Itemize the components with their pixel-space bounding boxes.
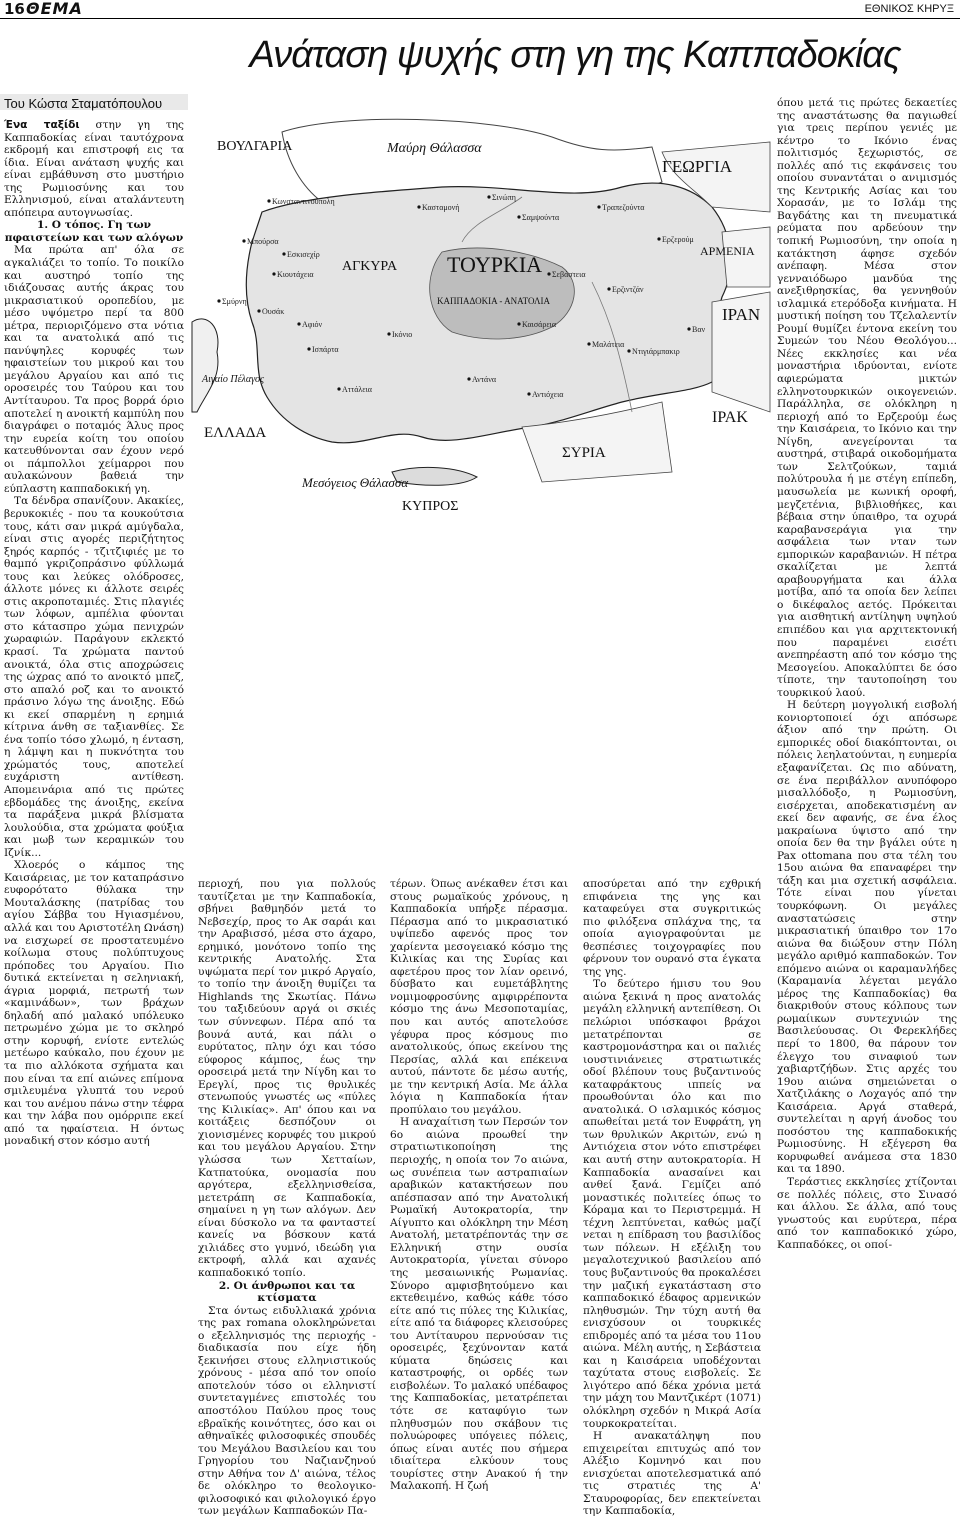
map-label-georgia: ΓΕΩΡΓΙΑ [662, 157, 733, 176]
map-city-label: Μαλάτεια [592, 340, 625, 349]
map-label-region: ΚΑΠΠΑΔΟΚΙΑ - ΑΝΑΤΟΛΙΑ [437, 296, 551, 306]
map-city-label: Κιουτάχεια [277, 270, 314, 279]
map-city-label: Αντιόχεια [532, 390, 564, 399]
map-label-armenia: ΑΡΜΕΝΙΑ [700, 244, 755, 258]
map-city-label: Αφιόν [302, 320, 323, 329]
map-city-dot [607, 287, 610, 290]
map-city-dot [337, 387, 340, 390]
map-city-label: Βαν [692, 325, 706, 334]
map-city-label: Κωνσταντινούπολη [272, 197, 335, 206]
map-city-dot [657, 237, 660, 240]
map-label-iran: ΙΡΑΝ [722, 305, 761, 324]
lead-bold: Ένα ταξίδι [4, 119, 80, 131]
paragraph: περιοχή, που για πολλούς ταυτίζεται με την Καππαδοκία, σβήνει βαθμηδόν μετά το Νεβσεχίρ, προς το Ακ σαράι και την Αραβισσό, μέσα στο άχαρο, ερημικό, μονότονο τοπίο της κεντρικής Ανατολής. Στα υψώματα περί τον μικρό Αργαίο, το τοπίο την άνοιξη θυμίζει τα Highlands της Σκωτίας. Πάνω του ταξιδεύουν αργά οι σκιές των σύννεφων. Πέρα από τα βουνά αυτά, και πάλι ο ευρύτατος, πλην όχι και τόσο εύφορος κάμπος, έως την οροσειρά μετά την Νίγδη και το Ερεγλί, προς τις θρυλικές στενωπούς γνωστές ως «πύλες της Κιλικίας». Απ' όπου και να κοιτάξεις δεσπόζουν οι χιονισμένες κορυφές του μικρού και του μεγάλου Αργαίου. Στην γλώσσα των Χετταίων, Κατπατούκα, ονομασία που αργότερα, εξελληνισθείσα, μετετράπη σε Καππαδοκία, σημαίνει η γη των αλόγων. Δεν είναι δύσκολο να τα φανταστεί κανείς να βόσκουν κατά χιλιάδες στο γυμνό, ιδεώδη για εκτροφή, αλλά και αχανές καππαδοκικό τοπίο. [198, 878, 376, 1279]
paragraph: Η ανακατάληψη που επιχειρείται επιτυχώς από τον Αλέξιο Κομνηνό και που ενισχύεται αποτελεσματικά από τις στρατιές της Α' Σταυροφορίας, δεν επεκτείνεται την Καππαδοκία, [583, 1430, 761, 1518]
column-2 [198, 878, 376, 1518]
paragraph: Η αναχαίτιση των Περσών τον 6ο αιώνα προωθεί την στρατιωτικοποίηση της περιοχής, η οποία τον 7ο αιώνα, ως συνέπεια των αστραπιαίων αραβικών κατακτήσεων που απέσπασαν από την Ανατολική Ρωμαϊκή Αυτοκρατορία, την Αίγυπτο και ολόκληρη την Μέση Ανατολή, μετατρέποντάς την σε Ελληνική στην ουσία Αυτοκρατορία, γίνεται σύνορο της μεσαιωνικής Ρωμανίας. Σύνορο αμφισβητούμενο και εκτεθειμένο, καθώς κάθε τόσο είτε από τις πύλες της Κιλικίας, είτε από τα διάφορες κλεισούρες του Αντίταυρου περνούσαν τις οροσειρές, ξεχύνονταν κατά κύματα δηώσεις και καταστροφής, οι ορδές των εισβολέων. Το μαλακό υπέδαφος της Καππαδοκίας, μετατρέπεται τότε σε καταφύγιο των πληθυσμών που σκάβουν τις πολυώροφες υπόγειες πόλεις, όπως είναι αυτές που σήμερα ιδιαίτερα ελκύουν τους τουρίστες στην Ανακού ή την Μαλακοπή. Η ζωή [390, 1116, 568, 1493]
paragraph: όπου μετά τις πρώτες δεκαετίες της αναστάτωσης θα παγιωθεί για τρεις περίπου γενιές με κέντρο το Ικόνιο ένας πολιτισμός ξεχωριστός, σε πολλές από τις εκφάνσεις του οποίου συναντάται ο ανιμισμός της Κεντρικής Ασίας και του Χορασάν, με το Ισλάμ της Βαγδάτης και τη πνευματικά ρεύματα που αρδεύουν την τοπική Ρωμιοσύνη, την οποία η κατάκτηση άφησε σχεδόν ανέπαφη. Μέσα στον γενναιόδωρο μανδύα της ανεξιθρησκίας, θα γεννηθούν ισλαμικά ετερόδοξα κινήματα. Η μυστική ποίηση του Τζελαλεντίν Ρουμί θυμίζει έντονα εκείνη του Συμεών του Νέου Θεολόγου... Νέες εκκλησίες και νέα μοναστήρια ιδρύονται, ενίοτε αφιερώματα μικτών ελληνοτουρκικών οικογενειών. Παράλληλα, σε ολόκληρη η περιοχή από το Ερζερούμ έως την Καισάρεια, το Ικόνιο και την Νίγδη, ανεγείρονται τα αυστηρά, στιβαρά οικοδομήματα των Σελτζούκων, ταμιά πολύτρουλα ή με στέγη επίπεδη, μαυσωλεία με κωνική οροφή, μεγζετένια, βιβλιοθήκες, και βέβαια στην ύπαιθρο, τα οχυρά καραβανσεράγια για την ασφάλεια των νταν των εμπορικών καραβανιών. Η πέτρα σκαλίζεται με λεπτά αραβουργήματα και άλλα μοτίβα, από τα οποία δεν λείπει ο δικέφαλος αετός. Πρόκειται για αισθητική αντίληψη υψηλού επιπέδου και για αρχιτεκτονική που παραμένει εισέτι ανεπηρέαστη από τον κόσμο της Μεσογείου. Αποκαλύπτει δε όσο τίποτε, την ταυτοποίηση του τουρκικού λαού. [777, 97, 957, 699]
author-byline: Του Κώστα Σταματόπουλου [4, 96, 163, 111]
map-city-dot [282, 252, 285, 255]
column-4 [583, 878, 761, 1518]
lead-paragraph [4, 119, 184, 219]
page-number: 16 [4, 0, 25, 18]
map-city-dot [297, 322, 300, 325]
map-city-dot [517, 215, 520, 218]
map-city-dot [257, 309, 260, 312]
map-city-dot [387, 332, 390, 335]
map-city-label: Ισπάρτα [312, 345, 339, 354]
map-label-turkey: ΤΟΥΡΚΙΑ [447, 252, 543, 277]
map-label-black-sea: Μαύρη Θάλασσα [387, 141, 482, 156]
map-city-dot [272, 272, 275, 275]
map-city-label: Καισάρεια [522, 320, 557, 329]
map-city-dot [687, 327, 690, 330]
map-label-syria: ΣΥΡΙΑ [562, 445, 606, 461]
map-city-label: Σινώπη [492, 193, 516, 202]
column-3 [390, 878, 568, 1493]
column-1 [4, 119, 184, 1148]
map-label-greece: ΕΛΛΑΔΑ [204, 425, 267, 441]
map-city-label: Ουσάκ [262, 307, 285, 316]
map-city-dot [267, 199, 270, 202]
paragraph: Η δεύτερη μογγολική εισβολή κονιορτοποιεί όχι απόσωρε άξιον από την πρώτη. Οι εμπορικές οδοί διακόπτονται, οι πόλεις λεηλατούνται, η ευημερία εξαφανίζεται. Ως πιο αδύνατη, σε ένα περιβάλλον ανυπόφορο μισαλλόδοξο, η Ρωμιοσύνη, εισέρχεται, αποδεκατισμένη αν εκεί δεν αφανής, σε ένα έλος μακραίωνα ύψιστο από την οποία δεν θα την βγάλει ούτε η Pax ottomana που στα τέλη του 15ου αιώνα θα επαναφέρει την τάξη και μια σχετική ασφάλεια. Τότε είναι που γίνεται τουρκόφωνη. Οι μεγάλες αναστατώσεις στην μικρασιατική ύπαιθρο τον 17ο αιώνα θα διώξουν στην Πόλη μεγάλο αριθμό καππαδοκών. Τον επόμενο αιώνα οι καραμανλήδες (Καραμανία λέγεται μεγάλο μέρος της Καππαδοκίας) θα διακριθούν στους κόλπους των ρωμαίικων συντεχνιών της Βασιλεύουσας. Οι Φερεκλήδες περί το 1800, θα πάρουν τον έλεγχο του σιναφιού των χαβιαρτζήδων. Στις αρχές του 19ου αιώνα σημειώνεται ο Χατζιλάκης ο Λοχαγός από την Καισάρεια. Αργά σταθερά, συντελείται η αργή άνοδος του ποσόστου της καππαδοκικής Ρωμιοσύνης. Η εξέγερση θα κορυφωθεί ανάμεσα στα 1830 και τα 1890. [777, 699, 957, 1176]
map-city-dot [217, 299, 220, 302]
map-city-dot [627, 349, 630, 352]
paragraph: αποσύρεται από την εχθρική επιφάνεια της γης και καταφεύγει στα συγκριτικώς πιο φιλόξενα σπλάχνα της, τα οποία αγιογραφούνται με θεσπέσιες τοιχογραφίες που φέρνουν τον ουρανό στα έγκατα της γης. [583, 878, 761, 978]
map-label-cyprus: ΚΥΠΡΟΣ [402, 499, 459, 514]
map-city-dot [307, 347, 310, 350]
map-city-label: Αντάνα [472, 375, 497, 384]
article-title: Ανάταση ψυχής στη γη της Καππαδοκίας [249, 34, 901, 76]
newspaper-name: ΕΘΝΙΚΟΣ ΚΗΡΥΞ [864, 3, 954, 15]
map-city-dot [527, 392, 530, 395]
map-city-label: Ντιγιάρμπακιρ [632, 347, 680, 356]
map-label-aegean: Αιγαίο Πέλαγος [202, 374, 265, 385]
map-city-dot [547, 272, 550, 275]
map-city-dot [467, 377, 470, 380]
map-city-label: Σεβάστεια [552, 270, 586, 279]
map-city-label: Ικόνιο [392, 330, 413, 339]
page-header [0, 0, 960, 19]
map-label-iraq: ΙΡΑΚ [712, 409, 748, 426]
paragraph: Στα όντως ειδυλλιακά χρόνια της pax romana ολοκληρώνεται ο εξελληνισμός της περιοχής - διαδικασία που είχε ήδη ξεκινήσει στους ελληνιστικούς χρόνους - μέσα από τον οποίο αποτελούν τόσο οι ελληνιστί συντεταγμένες επιστολές του αποστόλου Παύλου προς τους εβραϊκής κοινότητες, όσο και οι αθηναϊκές φιλοσοφικές σπουδές του Μεγάλου Βασιλείου και του Γρηγορίου του Ναζιανζηνού στην Αθήνα τον Δ' αιώνα, τέλος δε ολόκληρο το θεολογικο-φιλοσοφικό και φιλολογικό έργο των μεγάλων Καππαδοκών Πα- [198, 1304, 376, 1518]
map-city-dot [487, 195, 490, 198]
map-city-label: Ερζιντζάν [612, 285, 644, 294]
map-city-label: Σαμψούντα [522, 213, 560, 222]
subheading-1: 1. Ο τόπος. Γη των πφαιστείων και των αλόγων [4, 219, 184, 244]
section-label: ΘΕΜΑ [26, 0, 83, 18]
map-city-label: Σμύρνη [222, 297, 247, 306]
map-figure [192, 92, 770, 870]
map-svg [192, 92, 770, 870]
paragraph: Μα πρώτα απ' όλα σε αγκαλιάζει το τοπίο. Το ποικίλο και αυστηρό τοπίο της ιδιάζουσας αυτής άκρας του μικρασιατικού οροπεδίου, με μέσο υψόμετρο περί τα 800 μέτρα, περιοριζόμενο στα νότια και τα ανατολικά από τις πανύψηλες κορυφές των ηφαιστείων του μικρού και του μεγάλου Αργαίου και από τις οροσειρές του Ταύρου και του Αντίταυρου. Τα προς βορρά όριο αποτελεί η ανοικτή καμπύλη που διαγράφει ο ποταμός Άλυς προς την ευρεία κοίτη του οποίου κατευθύνονται σαν έχουν νερό οι πάμπολλοι χείμαρροι που αυλακώνουν βαθειά την εύπλαστη καππαδοκική γη. [4, 244, 184, 495]
column-5 [777, 97, 957, 1251]
paragraph: Το δεύτερο ήμισυ του 9ου αιώνα ξεκινά η προς ανατολάς μεγάλη ελληνική αντεπίθεση. Οι πελώριοι υπόσκαφοι βράχοι μετατρέπονται σε καστρομονάστηρα και οι παλιές ιουστινιάνειες στρατιωτικές οδοί βλέπουν τους βυζαντινούς καταφράκτους ιππείς να προωθούνται όλο και πιο ανατολικά. Ο ισλαμικός κόσμος απωθείται μετά τον Ευφράτη, γη των θρυλικών Ακριτών, ενώ η Αντιόχεια στον νότο επιστρέφει και αυτή στην αυτοκρατορία. Η Καππαδοκία ανασαίνει και ανθεί ξανά. Γεμίζει από μοναστικές πολιτείες όπως το Κόραμα και το Περιστρεμμά. Η τέχνη λεπτύνεται, καθώς μαζί νεται η επίδραση του βασιλίδος των πόλεων. Η εξέλιξη του μεγαλοτεχνικού βασιλείου από τους βυζαντινούς θα προκαλέσει την μαζική εγκατάσταση στο καππαδοκικό έδαφος αρμενικών πληθυσμών. Την τύχη αυτή θα ενισχύσουν οι τουρκικές επιδρομές από τα μέσα του 11ου αιώνα. Μέλη αυτής, η Σεβάστεια και η Καισάρεια υποδέχονται ταχύτατα στους εισβολείς. Σε λιγότερο από δέκα χρόνια μετά την μάχη του Μαντζικέρτ (1071) ολόκληρη σχεδόν η Μικρά Ασία τουρκοκρατείται. [583, 978, 761, 1430]
paragraph: Χλοερός ο κάμπος της Καισάρειας, με τον καταπράσινο ευφορότατο θύλακα την Μουταλάσκης (πατρίδας του αγίου Σάββα του Ηγιασμένου, αλλά και του Αριστοτέλη Ωνάση) να εισχωρεί σε προστατευμένο κοίλωμα στους πολύπτυχους πρόποδες του Αργαίου. Πιο δυτικά εκτείνεται η σεληνιακή, άγρια μορφιά, πετρωτή των «καμινάδων», των βράχων δηλαδή από μαλακό υπόλευκο πετρωμένο χώμα με το σκληρό στην κορυφή, ενίοτε εντελώς μετέωρο καύκαλο, που έχουν με τα πιο αλλόκοτα σχήματα και που είναι τα επί αιώνες επίμονα σμιλευμένα γλυπτά του νερού και του ανέμου πάνω στην τέφρα και την λάβα που ομόρριπε εκεί από τα ηφαίστεια. Η όντως μοναδική στον κόσμο αυτή [4, 859, 184, 1148]
map-city-label: Ερζερούμ [662, 235, 694, 244]
map-city-label: Μπούρσα [247, 237, 279, 246]
map-city-dot [587, 342, 590, 345]
map-label-bulgaria: ΒΟΥΛΓΑΡΙΑ [217, 139, 293, 154]
paragraph: Τα δένδρα σπανίζουν. Ακακίες, βερυκοκιές - που τα κουκούτσια τους, κάτι σαν μικρά αμύγδαλα, είναι στις αγορές περιζήτητος ξηρός καρπός - τζιτζιφιές με το θαμπό γκριζοπράσινο φύλλωμά τους και λεύκες ολόδροσες, άλλοτε μόνες κι άλλοτε σειρές στις ακροποταμιές. Στις πλαγιές των λόφων, αμπέλια φύονται στο κάτασπρο χώμα πενιχρών χωραφιών. Παράγουν εκλεκτό κρασί. Τα χρώματα παντού ανοικτά, όλα στις αποχρώσεις της ώχρας από το ανοικτό μπεζ, στο απαλό ροζ και το ανοικτό πράσινο λόγω της άνοιξης. Εδώ κι εκεί σπαρμένη η ερημιά κίτρινα άνθη σε ταξιανθίες. Σε ένα τοπίο τόσο χλωμό, η ένταση, η λάμψη και η πυκνότητα του χρώματός τους, αποτελεί ευχάριστη αντίθεση. Απομεινάρια από τις πρώτες εβδομάδες της άνοιξης, εκείνα τα παράξενα μικρά βλίσματα λουλούδια, στα χρώματα φούξια και μωβ των κεραμικών του Ιζνίκ... [4, 495, 184, 859]
map-city-label: Αττάλεια [342, 385, 372, 394]
map-city-label: Εσκισεχίρ [287, 250, 320, 259]
paragraph: τέρων. Όπως ανέκαθεν έτσι και στους ρωμαϊκούς χρόνους, η Καππαδοκία υπήρξε πέρασμα. Πέρασμα από το μικρασιατικό υψίπεδο αφενός προς τον χαρίεντα μεσογειακό κόσμο της Κιλικίας και της Συρίας και αφετέρου προς τον λίαν ορεινό, δύσβατο και ευμετάβλητης νομιμοφροσύνης αμφιρρέποντα κόσμο της άνω Μεσοποταμίας, που και αυτός αποτελούσε γέφυρα προς κόσμους πιο ανατολικούς, όπως εκείνου της Περσίας, αλλά και επέκεινα αυτού, πάντοτε δε μέσω αυτής, με την κεντρική Ασία. Με άλλα λόγια η Καππαδοκία ήταν προπύλαιο του μεγάλου. [390, 878, 568, 1116]
map-city-dot [417, 205, 420, 208]
map-city-dot [597, 205, 600, 208]
map-label-ankara: ΑΓΚΥΡΑ [342, 259, 398, 274]
map-city-dot [517, 322, 520, 325]
map-city-label: Κασταμονή [422, 203, 460, 212]
map-city-label: Τραπεζούντα [602, 203, 645, 212]
subheading-2: 2. Οι άνθρωποι και τα κτίσματα [218, 1279, 356, 1305]
lead-rest: στην γη της Καππαδοκίας είναι ταυτόχρονα εκδρομή και επιστροφή εις τα ίδια. Είναι ανάταση ψυχής και είναι εμβάθυνση στο μυστήριο της Ρωμιοσύνης και του Ελληνισμού, είναι αταλάντευτη απόπειρα αυτογνωσίας. [4, 119, 184, 219]
paragraph: Τεράστιες εκκλησίες χτίζονται σε πολλές πόλεις, στο Σινασό και άλλου. Σε άλλα, από τους γνωστούς και ευρύτερα, πέρα από τον καππαδοκικό χώρο, Καππαδόκες, οι οποί- [777, 1176, 957, 1251]
map-city-dot [242, 239, 245, 242]
map-label-mediterranean: Μεσόγειος Θάλασσα [302, 475, 409, 490]
